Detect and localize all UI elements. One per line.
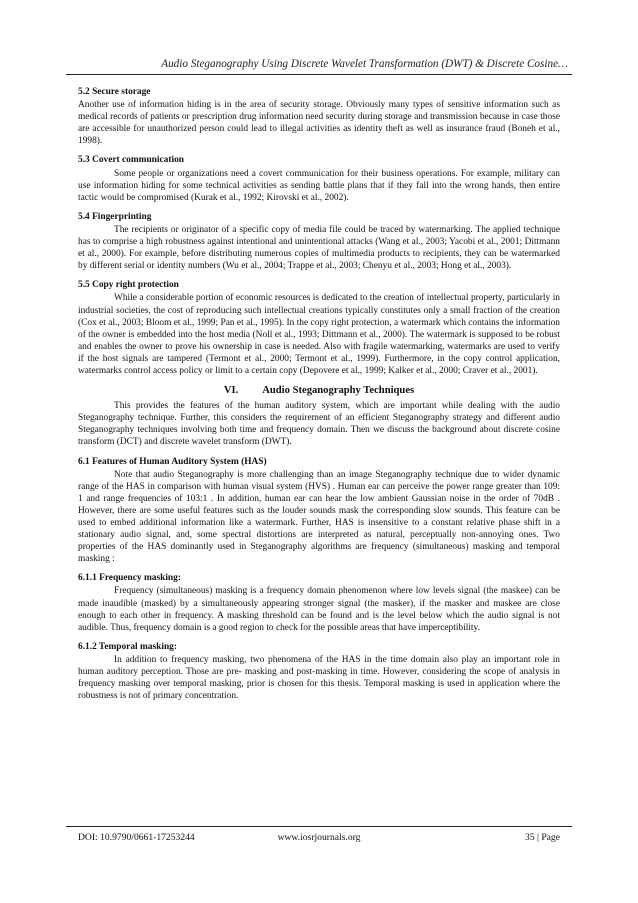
section-heading: 6.1.1 Frequency masking:	[78, 573, 181, 584]
section-5-3	[78, 154, 560, 203]
paragraph: The recipients or originator of a specific copy of media file could be traced by watermarking. The applied technique has to comprise a high robustness against intentional and unintentional attacks (Wang et al., 2003; Yacobi et al., 2001; Dittmann et al., 2000). For example, before distributing numerous copies of multimedia products to recipients, they can be watermarked by different serial or identity numbers (Wu et al., 2004; Trappe et al., 2003; Chenyu et al., 2003; Hong et al., 2003).	[78, 224, 560, 272]
paragraph: This provides the features of the human auditory system, which are important while dealing with the audio Steganography technique. Further, this considers the requirement of an efficient Steganography strategy and different audio Steganography techniques involving both time and frequency domain. Then we discuss the background about discrete cosine transform (DCT) and discrete wavelet transform (DWT).	[78, 401, 560, 448]
paragraph: While a considerable portion of economic resources is dedicated to the creation of intellectual property, particularly in industrial societies, the cost of reproducing such intellectual creations typically constitutes only a small fraction of the creation (Cox et al., 2003; Bloom et al., 1999; Pan et al., 1995). In the copy right protection, a watermark which contains the information of the owner is embedded into the host media (Noll et al., 1993; Dittmann et al., 2000). The watermark is supposed to be robust and enables the owner to prove his ownership in case is needed. Also with fragile watermarking, watermarks are used to verify if the host signals are tampered (Termont et al., 2000; Termont et al., 1999). Furthermore, in the copy control application, watermarks control access policy or limit to a certain copy (Depovere et al., 1999; Kalker et al., 2000; Craver et al., 2001).	[78, 293, 560, 376]
paragraph: Frequency (simultaneous) masking is a frequency domain phenomenon where low levels signal (the maskee) can be made inaudible (masked) by a simultaneously appearing stronger signal (the masker), if the masker and maskee are close enough to each other in frequency. A masking threshold can be found and is the level below which the audio signal is not audible. Thus, frequency domain is a good region to check for the possible areas that have imperceptibility.	[78, 586, 560, 633]
chapter-heading	[78, 385, 560, 397]
paragraph: Another use of information hiding is in the area of security storage. Obviously many types of sensitive information such as medical records of patients or prescription drug information need security during storage and transmission because in case those are accessible for unauthorized person could lead to illegal activities as identity theft as well as insurance fraud (Boneh et al., 1998).	[78, 100, 560, 147]
header-rule	[66, 74, 572, 75]
footer-doi: DOI: 10.9790/0661-17253244	[78, 832, 195, 843]
footer-rule	[66, 826, 572, 827]
section-5-4	[78, 211, 560, 272]
section-heading: 5.4 Fingerprinting	[78, 211, 152, 222]
section-5-5	[78, 279, 560, 377]
section-5-2	[78, 86, 560, 147]
chapter-6-intro	[78, 400, 560, 448]
page-footer	[78, 832, 560, 846]
chapter-title: Audio Steganography Techniques	[262, 385, 415, 397]
section-heading: 6.1.2 Temporal masking:	[78, 641, 177, 652]
page-body	[78, 86, 560, 709]
paragraph: Note that audio Steganography is more challenging than an image Steganography technique due to wider dynamic range of the HAS in comparison with human visual system (HVS) . Human ear can perceive the power range greater than 109: 1 and range frequencies of 103:1 . In addition, human ear can hear the low ambient Gaussian noise in the order of 70dB . However, there are some useful features such as the louder sounds mask the corresponding slow sounds. This feature can be used to embed additional information like a watermark. Further, HAS is insensitive to a constant relative phase shift in a stationary audio signal, and, some spectral distortions are interpreted as natural, perceptually non-annoying ones. Two properties of the HAS dominantly used in Steganography algorithms are frequency (simultaneous) masking and temporal masking :	[78, 469, 560, 565]
section-heading: 6.1 Features of Human Auditory System (HAS)	[78, 456, 267, 467]
section-6-1	[78, 456, 560, 566]
section-heading: 5.5 Copy right protection	[78, 280, 179, 291]
footer-page-number: 35 | Page	[525, 832, 560, 843]
paragraph: In addition to frequency masking, two phenomena of the HAS in the time domain also play an important role in human auditory perception. Those are pre- masking and post-masking in time. However, considering the scope of analysis in frequency masking over temporal masking, prior is chosen for this thesis. Temporal masking is used in application where the robustness is not of primary concentration.	[78, 654, 560, 702]
paragraph: Some people or organizations need a covert communication for their business operations. For example, military can use information hiding for some technical activities as sending battle plans that if they fall into the wrong hands, then entire tactic would be compromised (Kurak et al., 1992; Kirovski et al., 2002).	[78, 168, 560, 203]
section-6-1-2	[78, 641, 560, 702]
chapter-number: VI.	[223, 385, 239, 397]
section-heading: 5.3 Covert communication	[78, 155, 184, 166]
section-heading: 5.2 Secure storage	[78, 87, 151, 97]
running-header: Audio Steganography Using Discrete Wavelet Transformation (DWT) & Discrete Cosine…	[161, 58, 568, 70]
section-6-1-1	[78, 572, 560, 633]
footer-website[interactable]: www.iosrjournals.org	[277, 832, 361, 843]
